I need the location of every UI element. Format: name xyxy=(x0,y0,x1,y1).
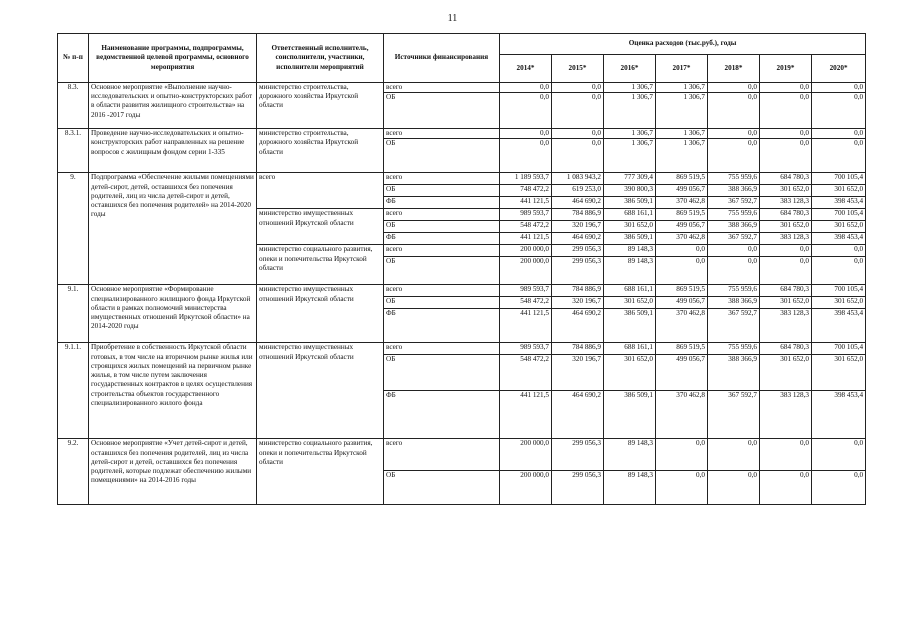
expense-value: 0,0 xyxy=(760,139,812,173)
expense-value: 388 366,9 xyxy=(708,297,760,309)
expense-value: 386 509,1 xyxy=(604,197,656,209)
expense-value: 441 121,5 xyxy=(500,391,552,439)
expense-value: 370 462,8 xyxy=(656,233,708,245)
funding-source: всего xyxy=(384,83,500,93)
expense-value: 398 453,4 xyxy=(812,197,866,209)
funding-source: всего xyxy=(384,439,500,471)
expense-value: 301 652,0 xyxy=(604,355,656,391)
program-name: Основное мероприятие «Учет детей-сирот и детей, оставшихся без попечения родителей, лиц из числа детей-сирот и детей, оставшихся без попечения родителей, которые подлежат обеспечению жилыми помещениями» на 2014-2016 годы xyxy=(89,439,257,505)
funding-source: всего xyxy=(384,209,500,221)
funding-source: ФБ xyxy=(384,197,500,209)
expense-value: 0,0 xyxy=(708,129,760,139)
expense-value: 388 366,9 xyxy=(708,355,760,391)
table-header xyxy=(58,34,866,83)
header-year: 2014* xyxy=(500,55,552,83)
funding-source: всего xyxy=(384,343,500,355)
expense-value: 0,0 xyxy=(552,83,604,93)
expense-value: 441 121,5 xyxy=(500,309,552,343)
expense-value: 301 652,0 xyxy=(812,297,866,309)
table-row xyxy=(58,173,866,185)
program-name: Основное мероприятие «Формирование специализированного жилищного фонда Иркутской области в рамках полномочий министерства имущественных отношений Иркутской области» на 2014-2020 годы xyxy=(89,285,257,343)
expense-value: 755 959,6 xyxy=(708,343,760,355)
program-name: Подпрограмма «Обеспечение жилыми помещениями детей-сирот, детей, оставшихся без попечения родителей, лиц из числа детей-сирот и детей, оставшихся без попечения родителей» на 2014-2020 годы xyxy=(89,173,257,285)
row-number: 9.2. xyxy=(58,439,89,505)
funding-source: всего xyxy=(384,245,500,257)
row-number: 8.3. xyxy=(58,83,89,129)
expense-value: 200 000,0 xyxy=(500,471,552,505)
funding-source: ФБ xyxy=(384,233,500,245)
expense-value: 989 593,7 xyxy=(500,343,552,355)
header-name: Наименование программы, подпрограммы, ведомственной целевой программы, основного мероприятия xyxy=(89,34,257,83)
expense-value: 301 652,0 xyxy=(604,221,656,233)
expense-value: 0,0 xyxy=(656,245,708,257)
table-row xyxy=(58,129,866,139)
expense-value: 700 105,4 xyxy=(812,209,866,221)
expense-value: 464 690,2 xyxy=(552,197,604,209)
funding-source: ОБ xyxy=(384,93,500,129)
expense-value: 464 690,2 xyxy=(552,391,604,439)
program-name: Проведение научно-исследовательских и опытно-конструкторских работ направленных на решение вопросов с жилищным фондом серии 1-335 xyxy=(89,129,257,173)
expense-value: 548 472,2 xyxy=(500,355,552,391)
expense-value: 301 652,0 xyxy=(604,297,656,309)
expense-value: 0,0 xyxy=(708,83,760,93)
expense-value: 0,0 xyxy=(500,139,552,173)
expense-value: 388 366,9 xyxy=(708,221,760,233)
expense-value: 301 652,0 xyxy=(812,185,866,197)
expense-value: 299 056,3 xyxy=(552,245,604,257)
expense-value: 1 306,7 xyxy=(604,83,656,93)
expense-value: 700 105,4 xyxy=(812,343,866,355)
expense-value: 784 886,9 xyxy=(552,209,604,221)
row-number: 8.3.1. xyxy=(58,129,89,173)
expense-value: 1 306,7 xyxy=(604,129,656,139)
expense-value: 0,0 xyxy=(760,471,812,505)
page-number: 11 xyxy=(447,13,458,24)
funding-source: всего xyxy=(384,285,500,297)
expense-value: 989 593,7 xyxy=(500,285,552,297)
expense-value: 0,0 xyxy=(812,93,866,129)
expense-value: 0,0 xyxy=(500,129,552,139)
expense-value: 383 128,3 xyxy=(760,309,812,343)
expense-value: 869 519,5 xyxy=(656,285,708,297)
expense-value: 464 690,2 xyxy=(552,233,604,245)
expense-value: 869 519,5 xyxy=(656,209,708,221)
expense-value: 386 509,1 xyxy=(604,309,656,343)
expense-value: 0,0 xyxy=(656,439,708,471)
expense-value: 784 886,9 xyxy=(552,343,604,355)
funding-source: ОБ xyxy=(384,257,500,285)
table-row xyxy=(58,285,866,297)
table-row xyxy=(58,439,866,471)
expense-value: 499 056,7 xyxy=(656,221,708,233)
header-source: Источники финансирования xyxy=(384,34,500,83)
expense-value: 0,0 xyxy=(500,83,552,93)
expense-value: 301 652,0 xyxy=(760,221,812,233)
expense-value: 320 196,7 xyxy=(552,355,604,391)
expense-value: 390 800,3 xyxy=(604,185,656,197)
expense-value: 1 306,7 xyxy=(656,83,708,93)
expense-value: 383 128,3 xyxy=(760,197,812,209)
expense-value: 367 592,7 xyxy=(708,391,760,439)
expense-value: 1 189 593,7 xyxy=(500,173,552,185)
expense-value: 398 453,4 xyxy=(812,391,866,439)
row-number: 9. xyxy=(58,173,89,285)
header-year: 2017* xyxy=(656,55,708,83)
expense-value: 755 959,6 xyxy=(708,173,760,185)
funding-source: ОБ xyxy=(384,471,500,505)
expense-value: 0,0 xyxy=(708,257,760,285)
table-row xyxy=(58,343,866,355)
expense-value: 869 519,5 xyxy=(656,343,708,355)
header-year: 2015* xyxy=(552,55,604,83)
expense-value: 370 462,8 xyxy=(656,391,708,439)
expense-value: 383 128,3 xyxy=(760,233,812,245)
expense-value: 548 472,2 xyxy=(500,297,552,309)
budget-table xyxy=(57,33,866,505)
expense-value: 0,0 xyxy=(708,93,760,129)
expense-value: 869 519,5 xyxy=(656,173,708,185)
expense-value: 0,0 xyxy=(760,245,812,257)
expense-value: 688 161,1 xyxy=(604,343,656,355)
table-body xyxy=(58,83,866,505)
expense-value: 299 056,3 xyxy=(552,471,604,505)
header-executor: Ответственный исполнитель, соисполнители, участники, исполнители мероприятий xyxy=(257,34,384,83)
funding-source: ОБ xyxy=(384,185,500,197)
executor-name: министерство имущественных отношений Иркутской области xyxy=(257,285,384,343)
header-estimate: Оценка расходов (тыс.руб.), годы xyxy=(500,34,866,55)
expense-value: 301 652,0 xyxy=(812,355,866,391)
expense-value: 0,0 xyxy=(552,93,604,129)
executor-name: министерство строительства, дорожного хозяйства Иркутской области xyxy=(257,129,384,173)
expense-value: 700 105,4 xyxy=(812,173,866,185)
expense-value: 499 056,7 xyxy=(656,185,708,197)
executor-name: министерство имущественных отношений Иркутской области xyxy=(257,209,384,245)
expense-value: 0,0 xyxy=(812,139,866,173)
funding-source: ОБ xyxy=(384,139,500,173)
expense-value: 301 652,0 xyxy=(760,185,812,197)
expense-value: 1 083 943,2 xyxy=(552,173,604,185)
funding-source: ОБ xyxy=(384,355,500,391)
expense-value: 0,0 xyxy=(812,83,866,93)
expense-value: 0,0 xyxy=(656,257,708,285)
expense-value: 548 472,2 xyxy=(500,221,552,233)
expense-value: 398 453,4 xyxy=(812,309,866,343)
expense-value: 299 056,3 xyxy=(552,257,604,285)
expense-value: 0,0 xyxy=(812,257,866,285)
executor-name: министерство строительства, дорожного хозяйства Иркутской области xyxy=(257,83,384,129)
expense-value: 200 000,0 xyxy=(500,245,552,257)
expense-value: 755 959,6 xyxy=(708,209,760,221)
expense-value: 0,0 xyxy=(760,439,812,471)
expense-value: 464 690,2 xyxy=(552,309,604,343)
expense-value: 367 592,7 xyxy=(708,197,760,209)
expense-value: 684 780,3 xyxy=(760,285,812,297)
expense-value: 1 306,7 xyxy=(604,139,656,173)
expense-value: 89 148,3 xyxy=(604,257,656,285)
expense-value: 320 196,7 xyxy=(552,221,604,233)
header-year: 2018* xyxy=(708,55,760,83)
header-num: № п-п xyxy=(58,34,89,83)
expense-value: 700 105,4 xyxy=(812,285,866,297)
table-row xyxy=(58,83,866,93)
expense-value: 200 000,0 xyxy=(500,439,552,471)
expense-value: 301 652,0 xyxy=(760,297,812,309)
expense-value: 684 780,3 xyxy=(760,343,812,355)
expense-value: 370 462,8 xyxy=(656,309,708,343)
funding-source: всего xyxy=(384,129,500,139)
expense-value: 499 056,7 xyxy=(656,355,708,391)
expense-value: 398 453,4 xyxy=(812,233,866,245)
expense-value: 383 128,3 xyxy=(760,391,812,439)
expense-value: 367 592,7 xyxy=(708,309,760,343)
expense-value: 0,0 xyxy=(812,245,866,257)
expense-value: 0,0 xyxy=(500,93,552,129)
funding-source: ФБ xyxy=(384,309,500,343)
expense-value: 89 148,3 xyxy=(604,245,656,257)
expense-value: 0,0 xyxy=(760,83,812,93)
expense-value: 1 306,7 xyxy=(656,93,708,129)
expense-value: 388 366,9 xyxy=(708,185,760,197)
expense-value: 386 509,1 xyxy=(604,391,656,439)
expense-value: 784 886,9 xyxy=(552,285,604,297)
expense-value: 0,0 xyxy=(760,129,812,139)
expense-value: 777 309,4 xyxy=(604,173,656,185)
executor-name: всего xyxy=(257,173,384,209)
expense-value: 370 462,8 xyxy=(656,197,708,209)
header-year: 2019* xyxy=(760,55,812,83)
executor-name: министерство социального развития, опеки и попечительства Иркутской области xyxy=(257,245,384,285)
expense-value: 684 780,3 xyxy=(760,209,812,221)
expense-value: 0,0 xyxy=(708,471,760,505)
expense-value: 200 000,0 xyxy=(500,257,552,285)
expense-value: 1 306,7 xyxy=(656,129,708,139)
executor-name: министерство социального развития, опеки и попечительства Иркутской области xyxy=(257,439,384,505)
expense-value: 0,0 xyxy=(708,245,760,257)
expense-value: 441 121,5 xyxy=(500,233,552,245)
expense-value: 499 056,7 xyxy=(656,297,708,309)
program-name: Основное мероприятие «Выполнение научно-исследовательских и опытно-конструкторских работ в области развития жилищного строительства» на 2016 -2017 годы xyxy=(89,83,257,129)
program-name: Приобретение в собственность Иркутской области готовых, в том числе на вторичном рынке жилья или строящихся жилых помещений на первичном рынке жилья, в том числе путем заключения государственных контрактов в целях осуществления строительства объектов государственного специализированного жилого фонда xyxy=(89,343,257,439)
expense-value: 386 509,1 xyxy=(604,233,656,245)
funding-source: ОБ xyxy=(384,221,500,233)
header-year: 2020* xyxy=(812,55,866,83)
expense-value: 1 306,7 xyxy=(656,139,708,173)
header-year: 2016* xyxy=(604,55,656,83)
executor-name: министерство имущественных отношений Иркутской области xyxy=(257,343,384,439)
expense-value: 367 592,7 xyxy=(708,233,760,245)
expense-value: 0,0 xyxy=(812,129,866,139)
expense-value: 688 161,1 xyxy=(604,209,656,221)
expense-value: 0,0 xyxy=(812,471,866,505)
expense-value: 684 780,3 xyxy=(760,173,812,185)
expense-value: 748 472,2 xyxy=(500,185,552,197)
funding-source: ОБ xyxy=(384,297,500,309)
expense-value: 301 652,0 xyxy=(812,221,866,233)
expense-value: 0,0 xyxy=(708,139,760,173)
expense-value: 1 306,7 xyxy=(604,93,656,129)
row-number: 9.1. xyxy=(58,285,89,343)
expense-value: 0,0 xyxy=(552,139,604,173)
expense-value: 688 161,1 xyxy=(604,285,656,297)
expense-value: 0,0 xyxy=(760,257,812,285)
expense-value: 0,0 xyxy=(760,93,812,129)
expense-value: 0,0 xyxy=(708,439,760,471)
expense-value: 989 593,7 xyxy=(500,209,552,221)
expense-value: 320 196,7 xyxy=(552,297,604,309)
expense-value: 755 959,6 xyxy=(708,285,760,297)
expense-value: 619 253,0 xyxy=(552,185,604,197)
expense-value: 301 652,0 xyxy=(760,355,812,391)
expense-value: 0,0 xyxy=(812,439,866,471)
funding-source: всего xyxy=(384,173,500,185)
expense-value: 89 148,3 xyxy=(604,471,656,505)
funding-source: ФБ xyxy=(384,391,500,439)
expense-value: 89 148,3 xyxy=(604,439,656,471)
row-number: 9.1.1. xyxy=(58,343,89,439)
expense-value: 0,0 xyxy=(656,471,708,505)
expense-value: 441 121,5 xyxy=(500,197,552,209)
expense-value: 0,0 xyxy=(552,129,604,139)
expense-value: 299 056,3 xyxy=(552,439,604,471)
